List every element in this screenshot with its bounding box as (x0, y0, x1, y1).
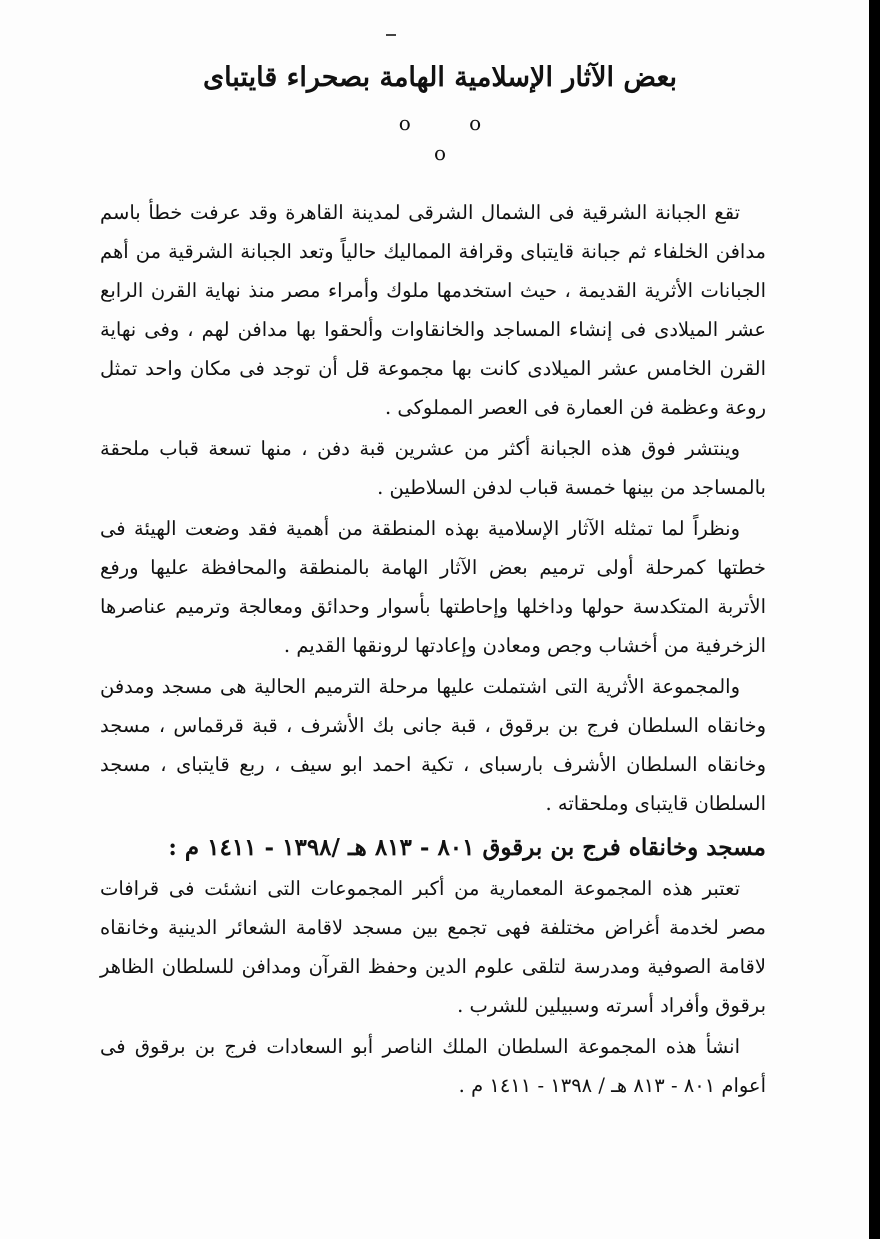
section-heading: مسجد وخانقاه فرج بن برقوق ٨٠١ - ٨١٣ هـ /١٣٩٨ - ١٤١١ م : (168, 834, 766, 861)
page-top-mark (386, 34, 396, 36)
scan-edge-border (869, 0, 880, 1239)
paragraph-domes: وينتشر فوق هذه الجبانة أكثر من عشرين قبة دفن ، منها تسعة قباب ملحقة بالمساجد من بينها خمسة قباب لدفن السلاطين . (100, 437, 766, 499)
paragraph-architectural-complex: تعتبر هذه المجموعة المعمارية من أكبر المجموعات التى انشئت فى قرافات مصر لخدمة أغراض مختلفة فهى تجمع بين مسجد لاقامة الشعائر الدينية وخانقاه لاقامة الصوفية ومدرسة لتلقى علوم الدين وحفظ القرآن ومدافن للسلطان الظاهر برقوق وأفراد أسرته وسبيلين للشرب . (100, 877, 767, 1017)
paragraph-founder: انشأ هذه المجموعة السلطان الملك الناصر أبو السعادات فرج بن برقوق فى أعوام ٨٠١ - ٨١٣ هـ / ١٣٩٨ - ١٤١١ م . (100, 1035, 766, 1097)
document-body (100, 193, 766, 1105)
paragraph-monument-group: والمجموعة الأثرية التى اشتملت عليها مرحلة الترميم الحالية هى مسجد ومدفن وخانقاه السلطان فرج بن برقوق ، قبة جانى بك الأشرف ، قبة قرقماس ، مسجد وخانقاه السلطان الأشرف بارسباى ، تكية احمد ابو سيف ، ربع قايتباى ، مسجد السلطان قايتباى وملحقاته . (100, 675, 766, 815)
paragraph-restoration-plan: ونظراً لما تمثله الآثار الإسلامية بهذه المنطقة من أهمية فقد وضعت الهيئة فى خطتها كمرحلة أولى ترميم بعض الآثار الهامة بالمنطقة والمحافظة عليها ورفع الأتربة المتكدسة حولها وداخلها وإحاطتها بأسوار وحدائق ومعالجة وترميم عناصرها الزخرفية من أخشاب وجص ومعادن وإعادتها لرونقها القديم . (100, 517, 766, 657)
page-title: بعض الآثار الإسلامية الهامة بصحراء قايتباى (202, 62, 678, 93)
paragraph-eastern-cemetery: تقع الجبانة الشرقية فى الشمال الشرقى لمدينة القاهرة وقد عرفت خطأ باسم مدافن الخلفاء ثم جبانة قايتباى وقرافة المماليك حالياً وتعد الجبانة الشرقية من أهم الجبانات الأثرية القديمة ، حيث استخدمها ملوك وأمراء مصر منذ نهاية القرن الرابع عشر الميلادى فى إنشاء المساجد والخانقاوات وألحقوا بها مدافن لهم ، وفى نهاية القرن الخامس عشر الميلادى كانت بها مجموعة قل أن توجد فى مكان واحد تمثل روعة وعظمة فن العمارة فى العصر المملوكى . (100, 201, 766, 419)
title-ornament: o o o (398, 111, 508, 165)
